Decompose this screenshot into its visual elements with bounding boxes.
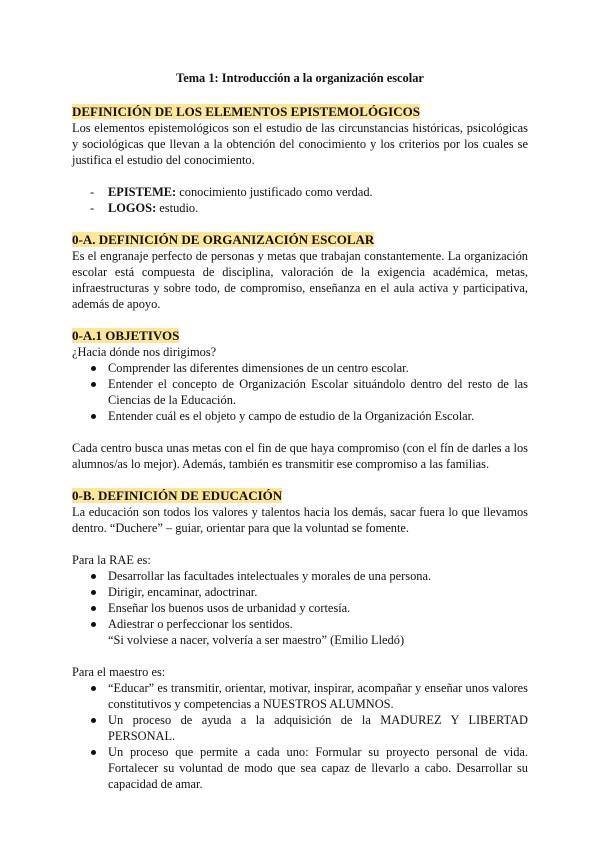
bullet-icon — [91, 686, 96, 691]
rae-label: Para la RAE es: — [72, 553, 151, 567]
bullet-list — [72, 360, 528, 424]
list-item — [72, 376, 528, 408]
list-item-text: Entender el concepto de Organización Escolar situándolo dentro del resto de las Ciencias de la Educación. — [108, 377, 528, 407]
list-item — [72, 744, 528, 792]
section-heading-educacion — [72, 488, 528, 504]
section-heading-objetivos — [72, 328, 528, 344]
list-item — [72, 616, 528, 632]
list-item — [72, 680, 528, 712]
list-item — [72, 712, 528, 744]
list-item-text: Enseñar los buenos usos de urbanidad y cortesía. — [108, 601, 351, 615]
term-definition: conocimiento justificado como verdad. — [176, 185, 373, 199]
list-item — [72, 584, 528, 600]
bullet-list — [72, 568, 528, 632]
list-item — [72, 200, 528, 216]
heading-text: 0-B. DEFINICIÓN DE EDUCACIÓN — [72, 488, 283, 503]
heading-text: 0-A. DEFINICIÓN DE ORGANIZACIÓN ESCOLAR — [72, 232, 375, 247]
list-item — [72, 600, 528, 616]
bullet-icon — [91, 590, 96, 595]
paragraph: Cada centro busca unas metas con el fin de que haya compromiso (con el fín de darles a los alumnos/as lo mejor). Además, también es transmitir ese compromiso a las familias. — [72, 441, 528, 471]
bullet-icon — [91, 574, 96, 579]
bullet-icon — [91, 718, 96, 723]
list-item — [72, 184, 528, 200]
document-title: Tema 1: Introducción a la organización escolar — [176, 71, 424, 85]
bullet-icon — [91, 382, 96, 387]
list-item-text: “Educar” es transmitir, orientar, motivar, inspirar, acompañar y enseñar unos valores constitutivos y competencias a NUESTROS ALUMNOS. — [108, 681, 528, 711]
list-item — [72, 408, 528, 424]
paragraph: La educación son todos los valores y talentos hacia los demás, sacar fuera lo que llevamos dentro. “Duchere” – guiar, orientar para que la voluntad se fomente. — [72, 505, 528, 535]
list-item-text: Un proceso de ayuda a la adquisición de la MADUREZ Y LIBERTAD PERSONAL. — [108, 713, 528, 743]
list-item-text: Entender cuál es el objeto y campo de estudio de la Organización Escolar. — [108, 409, 475, 423]
list-item — [72, 360, 528, 376]
bullet-icon — [91, 750, 96, 755]
term: LOGOS: — [108, 201, 157, 215]
section-heading-organizacion — [72, 232, 528, 248]
list-item-text: Adiestrar o perfeccionar los sentidos. — [108, 617, 293, 631]
bullet-icon — [91, 414, 96, 419]
term: EPISTEME: — [108, 185, 177, 199]
heading-text: DEFINICIÓN DE LOS ELEMENTOS EPISTEMOLÓGICOS — [72, 104, 420, 119]
list-item-text: Un proceso que permite a cada uno: Formular su proyecto personal de vida. Fortalecer su voluntad de modo que sea capaz de llevarlo a cabo. Desarrollar su capacidad de amar. — [108, 745, 528, 791]
list-item — [72, 568, 528, 584]
section-heading-epistemologicos — [72, 104, 528, 120]
dash-marker: - — [90, 185, 95, 199]
list-item-text: Desarrollar las facultades intelectuales y morales de una persona. — [108, 569, 432, 583]
quote: “Si volviese a nacer, volvería a ser maestro” (Emilio Lledó) — [108, 633, 405, 647]
question: ¿Hacia dónde nos dirigimos? — [72, 345, 217, 359]
bullet-list — [72, 680, 528, 792]
document-page — [72, 70, 528, 792]
dash-marker: - — [90, 201, 95, 215]
list-item-text: Comprender las diferentes dimensiones de un centro escolar. — [108, 361, 409, 375]
list-item-text: Dirigir, encaminar, adoctrinar. — [108, 585, 258, 599]
bullet-icon — [91, 606, 96, 611]
definition-list — [72, 184, 528, 216]
paragraph: Es el engranaje perfecto de personas y metas que trabajan constantemente. La organización escolar está compuesta de disciplina, valoración de la exigencia académica, metas, infraestructuras y sobre todo, de compromiso, enseñanza en el aula activa y participativa, además de apoyo. — [72, 249, 528, 311]
heading-text: 0-A.1 OBJETIVOS — [72, 328, 180, 343]
bullet-icon — [91, 366, 96, 371]
term-definition: estudio. — [156, 201, 199, 215]
maestro-label: Para el maestro es: — [72, 665, 166, 679]
bullet-icon — [91, 622, 96, 627]
paragraph: Los elementos epistemológicos son el estudio de las circunstancias históricas, psicológicas y sociológicas que llevan a la obtención del conocimiento y los criterios por los cuales se justifica el estudio del conocimiento. — [72, 121, 528, 167]
